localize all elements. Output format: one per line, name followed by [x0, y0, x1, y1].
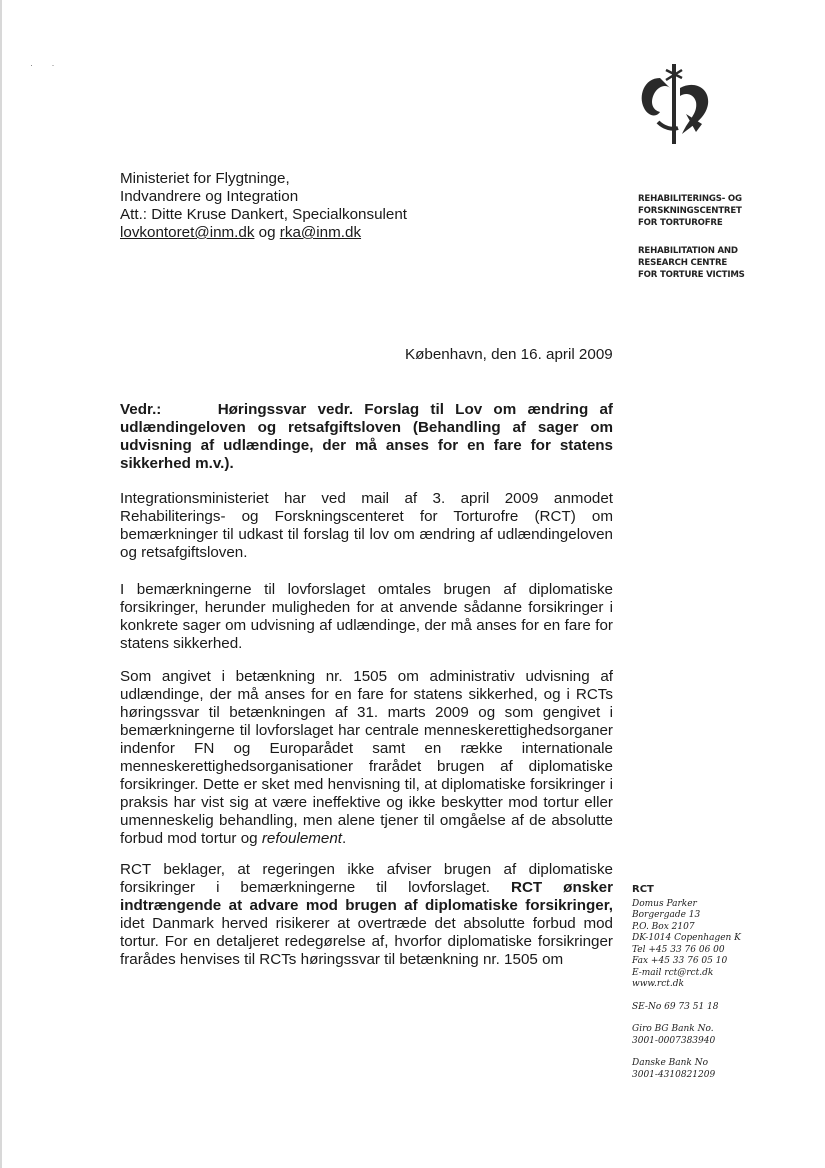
scan-edge [0, 0, 2, 1168]
sidebar-org-name: RCT [632, 884, 654, 895]
org-name-danish [638, 193, 742, 229]
org-english-line-1: REHABILITATION AND [638, 246, 738, 256]
subject-text: Høringssvar vedr. Forslag til Lov om ændring af udlændingeloven og retsafgiftsloven (Behandling af sager om udvisning af udlændinge, der må anses for en fare for statens sikkerhed m.v.). [120, 401, 613, 472]
paragraph-4-start: RCT beklager, at regeringen ikke afviser brugen af diplomatiske forsikringer i bemærkningerne til lovforslaget. [120, 861, 613, 896]
sidebar-website[interactable]: www.rct.dk [632, 979, 684, 989]
org-name-english [638, 245, 745, 281]
paragraph-3-italic: refoulement [261, 830, 343, 847]
recipient-emails [120, 224, 407, 242]
sidebar-giro-label: Giro BG Bank No. [632, 1024, 714, 1034]
sidebar-address-3: P.O. Box 2107 [632, 921, 695, 932]
sidebar-address-4: DK-1014 Copenhagen K [632, 933, 741, 943]
subject-label: Vedr.: [120, 401, 162, 418]
sidebar-danske-number: 3001-4310821209 [632, 1069, 716, 1080]
contact-sidebar [632, 884, 741, 1081]
sidebar-email[interactable]: E-mail rct@rct.dk [632, 967, 714, 978]
sidebar-phone: Tel +45 33 76 06 00 [632, 944, 725, 955]
sidebar-se-number: SE-No 69 73 51 18 [632, 1001, 719, 1012]
org-english-line-2: RESEARCH CENTRE [638, 258, 728, 268]
org-english-line-3: FOR TORTURE VICTIMS [638, 270, 745, 280]
recipient-address [120, 170, 407, 242]
paragraph-3-main: Som angivet i betænkning nr. 1505 om administrativ udvisning af udlændinge, der må anses for en fare for statens sikkerhed, og i RCTs høringssvar til betænkningen af 31. marts 2009 og som gengivet i bemærkningerne til lovforslaget har centrale menneskerettighedsorganer indenfor FN og Europarådet samt en række internationale menneskerettighedsorganisationer frarådet brugen af diplomatiske forsikringer. Dette er sket med henvisning til, at diplomatiske forsikringer i praksis har vist sig at være ineffektive og ikke beskytter mod tortur eller umenneskelig behandling, men alene tjener til omgåelse af de absolutte forbud mod tortur og [120, 668, 613, 847]
rct-logo-icon [630, 58, 720, 148]
email-link-rka[interactable]: rka@inm.dk [279, 224, 362, 241]
org-danish-line-2: FORSKNINGSCENTRET [638, 206, 742, 216]
org-danish-line-1: REHABILITERINGS- OG [638, 194, 742, 204]
paragraph-4-rest: idet Danmark herved risikerer at overtræde det absolutte forbud mod tortur. For en detaljeret redegørelse af, hvorfor diplomatiske forsikringer frarådes henvises til RCTs høringssvar til betænkning nr. 1505 om [120, 915, 613, 968]
sidebar-giro-number: 3001-0007383940 [632, 1035, 716, 1046]
subject-line [120, 401, 613, 473]
paragraph-4-bold: RCT ønsker indtrængende at advare mod brugen af diplomatiske forsikringer, [120, 879, 613, 914]
recipient-line-3: Att.: Ditte Kruse Dankert, Specialkonsulent [120, 206, 408, 223]
recipient-line-2: Indvandrere og Integration [120, 188, 299, 205]
paragraph-3-end: . [342, 830, 347, 847]
scan-specks: · · [30, 60, 63, 70]
recipient-line-1: Ministeriet for Flygtninge, [120, 170, 290, 187]
email-link-lovkontoret[interactable]: lovkontoret@inm.dk [120, 224, 255, 241]
email-join: og [254, 224, 280, 241]
sidebar-fax: Fax +45 33 76 05 10 [632, 956, 728, 966]
letter-date: København, den 16. april 2009 [405, 346, 613, 363]
paragraph-3 [120, 668, 613, 848]
paragraph-4 [120, 861, 613, 969]
paragraph-2: I bemærkningerne til lovforslaget omtales brugen af diplomatiske forsikringer, herunder muligheden for at anvende sådanne forsikringer i konkrete sager om udvisning af udlændinge, der må anses for en fare for statens sikkerhed. [120, 581, 613, 652]
org-danish-line-3: FOR TORTUROFRE [638, 218, 723, 228]
sidebar-danske-label: Danske Bank No [632, 1058, 709, 1068]
sidebar-address-2: Borgergade 13 [632, 910, 701, 920]
sidebar-address-1: Domus Parker [632, 898, 697, 909]
paragraph-1: Integrationsministeriet har ved mail af 3. april 2009 anmodet Rehabiliterings- og Forskningscenteret for Torturofre (RCT) om bemærkninger til udkast til forslag til lov om ændring af udlændingeloven og retsafgiftsloven. [120, 490, 613, 561]
